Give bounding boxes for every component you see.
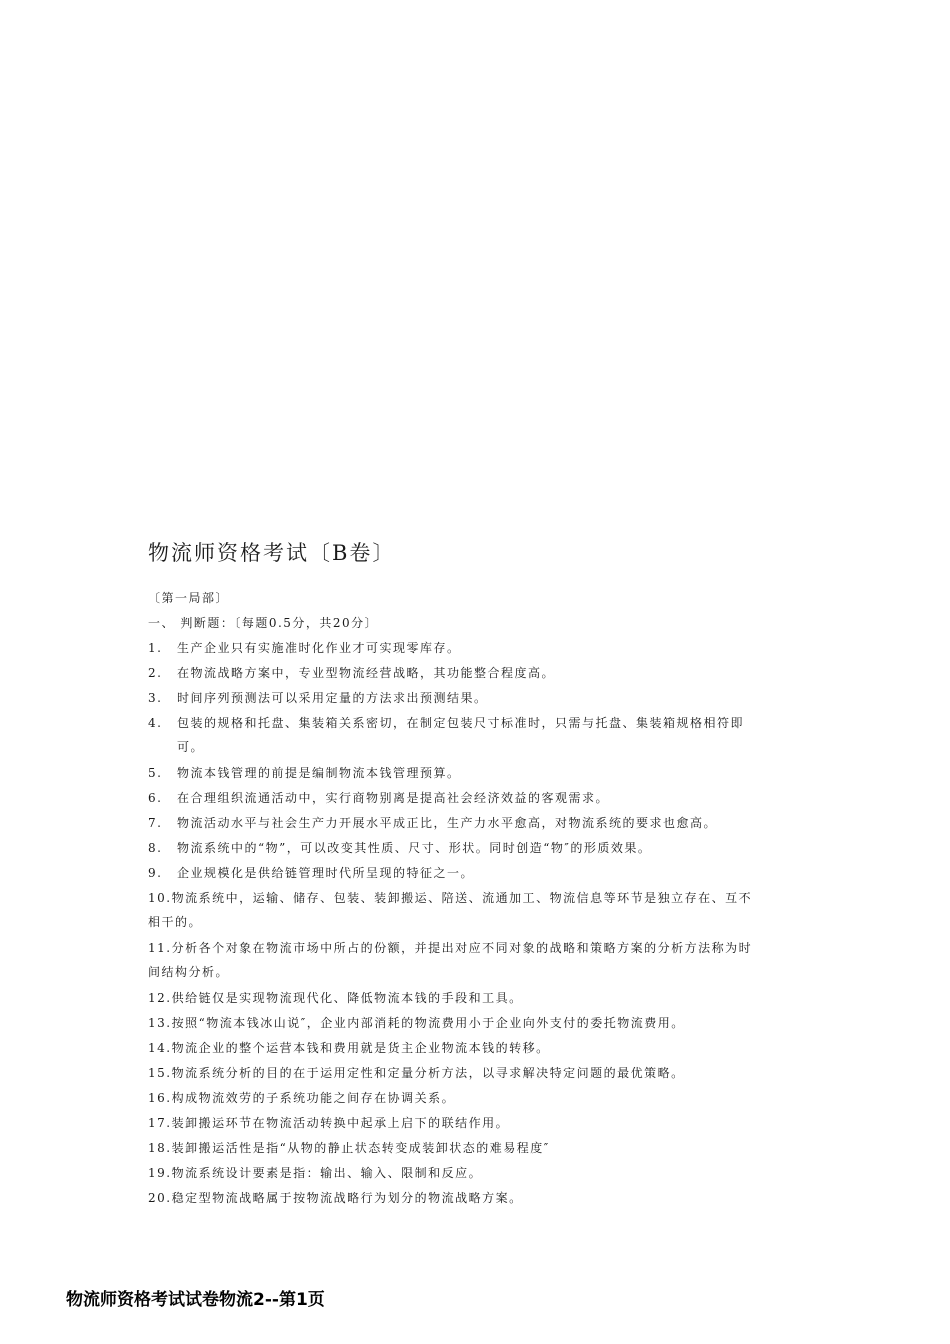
question-number: 5. <box>148 766 163 780</box>
question-item <box>148 1040 808 1065</box>
question-text: 物流系统中的“物”，可以改变其性质、尺寸、形状。同时创造“物″的形质效果。 <box>177 841 652 855</box>
question-text: 物流活动水平与社会生产力开展水平成正比，生产力水平愈高，对物流系统的要求也愈高。 <box>177 816 718 830</box>
question-text: 供给链仅是实现物流现代化、降低物流本钱的手段和工具。 <box>171 991 523 1005</box>
question-number: 16. <box>148 1091 172 1105</box>
page-footer: 物流师资格考试试卷物流2--第1页 <box>66 1290 325 1310</box>
question-text: 物流系统分析的目的在于运用定性和定量分析方法，以寻求解决特定问题的最优策略。 <box>171 1066 685 1080</box>
document-title: 物流师资格考试〔B卷〕 <box>148 541 396 565</box>
question-item <box>148 815 808 840</box>
question-text: 按照“物流本钱冰山说″，企业内部消耗的物流费用小于企业向外支付的委托物流费用。 <box>171 1016 685 1030</box>
question-number: 15. <box>148 1066 172 1080</box>
question-item <box>148 1065 808 1090</box>
question-text: 时间序列预测法可以采用定量的方法求出预测结果。 <box>177 691 488 705</box>
question-item <box>148 765 808 790</box>
part-label: 〔第一局部〕 <box>148 591 230 605</box>
question-number: 19. <box>148 1166 172 1180</box>
question-text: 物流本钱管理的前提是编制物流本钱管理预算。 <box>177 766 461 780</box>
question-text-continued: 可。 <box>177 740 205 754</box>
question-number: 8. <box>148 841 163 855</box>
question-number: 6. <box>148 791 163 805</box>
question-number: 13. <box>148 1016 172 1030</box>
document-body <box>148 590 808 1215</box>
question-text: 分析各个对象在物流市场中所占的份额，并提出对应不同对象的战略和策略方案的分析方法称为时 <box>171 941 753 955</box>
question-number: 18. <box>148 1141 172 1155</box>
question-number: 14. <box>148 1041 172 1055</box>
question-item <box>148 990 808 1015</box>
question-text: 物流系统设计要素是指：输出、输入、限制和反应。 <box>171 1166 483 1180</box>
question-item <box>148 840 808 865</box>
section-heading: 一、 判断题：〔每题0.5分，共20分〕 <box>148 616 379 630</box>
question-text: 在物流战略方案中，专业型物流经营战略，其功能整合程度高。 <box>177 666 556 680</box>
question-number: 3. <box>148 691 163 705</box>
question-number: 7. <box>148 816 163 830</box>
question-item <box>148 690 808 715</box>
question-item <box>148 715 808 765</box>
question-item <box>148 1140 808 1165</box>
question-text-continued: 相干的。 <box>148 915 203 929</box>
question-item <box>148 1190 808 1215</box>
question-item <box>148 1090 808 1115</box>
question-item <box>148 890 808 940</box>
question-number: 11. <box>148 941 172 955</box>
question-item <box>148 1115 808 1140</box>
question-text: 装卸搬运活性是指“从物的静止状态转变成装卸状态的难易程度″ <box>171 1141 550 1155</box>
question-item <box>148 940 808 990</box>
question-item <box>148 1165 808 1190</box>
question-text: 装卸搬运环节在物流活动转换中起承上启下的联结作用。 <box>171 1116 510 1130</box>
question-text-continued: 间结构分析。 <box>148 965 230 979</box>
question-number: 20. <box>148 1191 172 1205</box>
question-item <box>148 1015 808 1040</box>
question-number: 10. <box>148 891 172 905</box>
question-text: 包装的规格和托盘、集装箱关系密切，在制定包装尺寸标准时，只需与托盘、集装箱规格相符即 <box>177 716 745 730</box>
question-text: 物流企业的整个运营本钱和费用就是货主企业物流本钱的转移。 <box>171 1041 550 1055</box>
question-item <box>148 640 808 665</box>
question-number: 4. <box>148 716 163 730</box>
question-number: 2. <box>148 666 163 680</box>
question-text: 稳定型物流战略属于按物流战略行为划分的物流战略方案。 <box>171 1191 523 1205</box>
question-text: 生产企业只有实施准时化作业才可实现零库存。 <box>177 641 461 655</box>
question-item <box>148 790 808 815</box>
question-item <box>148 665 808 690</box>
question-number: 12. <box>148 991 172 1005</box>
question-text: 在合理组织流通活动中，实行商物别离是提高社会经济效益的客观需求。 <box>177 791 610 805</box>
question-text: 构成物流效劳的子系统功能之间存在协调关系。 <box>171 1091 456 1105</box>
question-number: 1. <box>148 641 163 655</box>
question-text: 企业规模化是供给链管理时代所呈现的特征之一。 <box>177 866 475 880</box>
question-number: 17. <box>148 1116 172 1130</box>
question-number: 9. <box>148 866 163 880</box>
question-item <box>148 865 808 890</box>
question-text: 物流系统中，运输、储存、包装、装卸搬运、陪送、流通加工、物流信息等环节是独立存在、互不 <box>171 891 753 905</box>
